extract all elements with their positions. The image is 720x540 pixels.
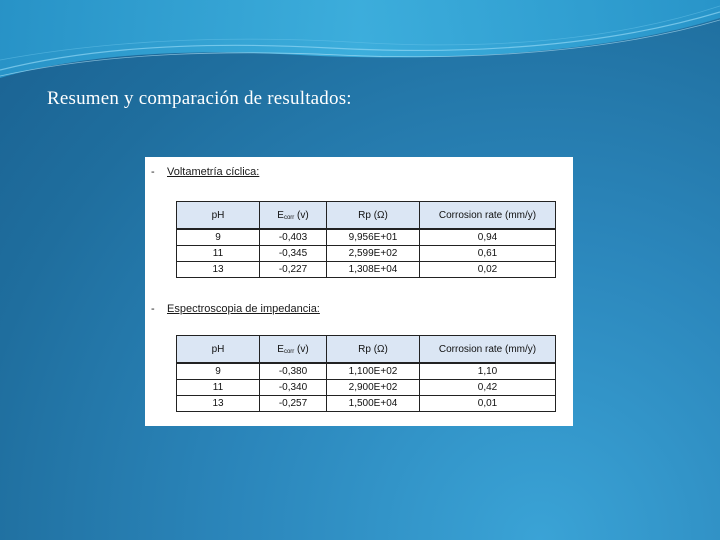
section-heading-espectroscopia (151, 303, 320, 315)
col-header-rp: Rp (Ω) (327, 336, 420, 364)
cell-ecorr: -0,403 (260, 229, 327, 246)
ecorr-prefix: E (277, 343, 284, 355)
cell-rp: 1,308E+04 (327, 262, 420, 278)
table-header-row (177, 202, 556, 230)
col-header-rate: Corrosion rate (mm/y) (420, 336, 556, 364)
slide-title: Resumen y comparación de resultados: (47, 88, 352, 109)
bullet-dash: - (151, 303, 155, 315)
cell-rp: 9,956E+01 (327, 229, 420, 246)
table-row (177, 262, 556, 278)
cell-ecorr: -0,345 (260, 246, 327, 262)
cell-ecorr: -0,257 (260, 396, 327, 412)
cell-ph: 13 (177, 396, 260, 412)
bullet-dash: - (151, 166, 155, 178)
ecorr-unit: (v) (294, 209, 309, 221)
espectroscopia-table (176, 335, 556, 412)
table-row (177, 380, 556, 396)
cell-ecorr: -0,227 (260, 262, 327, 278)
ecorr-subscript: corr (283, 214, 295, 221)
cell-ecorr: -0,380 (260, 363, 327, 380)
cell-ph: 9 (177, 363, 260, 380)
cell-ph: 11 (177, 246, 260, 262)
table-header-row (177, 336, 556, 364)
cell-ph: 9 (177, 229, 260, 246)
table-row (177, 396, 556, 412)
cell-rp: 2,900E+02 (327, 380, 420, 396)
table-row (177, 229, 556, 246)
voltametria-table (176, 201, 556, 278)
col-header-rate: Corrosion rate (mm/y) (420, 202, 556, 230)
cell-ecorr: -0,340 (260, 380, 327, 396)
table-row (177, 363, 556, 380)
cell-rate: 0,01 (420, 396, 556, 412)
col-header-ph: pH (177, 336, 260, 364)
header-wave-decoration (0, 0, 720, 90)
col-header-ecorr (260, 336, 327, 364)
col-header-rp: Rp (Ω) (327, 202, 420, 230)
cell-rate: 0,42 (420, 380, 556, 396)
ecorr-unit: (v) (294, 343, 309, 355)
cell-ph: 13 (177, 262, 260, 278)
cell-rp: 1,100E+02 (327, 363, 420, 380)
table-row (177, 246, 556, 262)
col-header-ecorr (260, 202, 327, 230)
col-header-ph: pH (177, 202, 260, 230)
section-heading-text: Espectroscopia de impedancia: (167, 303, 320, 315)
cell-rp: 2,599E+02 (327, 246, 420, 262)
cell-rate: 1,10 (420, 363, 556, 380)
section-heading-text: Voltametría cíclica: (167, 166, 260, 178)
results-panel (145, 157, 573, 426)
section-heading-voltametria (151, 166, 259, 178)
cell-rp: 1,500E+04 (327, 396, 420, 412)
cell-rate: 0,61 (420, 246, 556, 262)
cell-rate: 0,02 (420, 262, 556, 278)
cell-rate: 0,94 (420, 229, 556, 246)
cell-ph: 11 (177, 380, 260, 396)
ecorr-subscript: corr (283, 348, 295, 355)
ecorr-prefix: E (277, 209, 284, 221)
